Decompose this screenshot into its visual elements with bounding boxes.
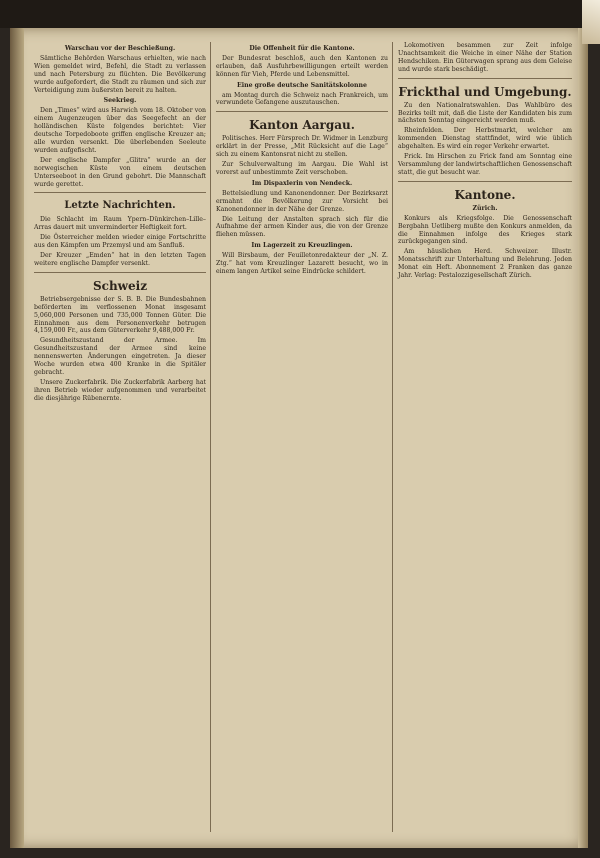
paragraph: Unsere Zuckerfabrik. Die Zuckerfabrik Aarberg hat ihren Betrieb wieder aufgenommen und verarbeitet die diesjährige Rübenernte. bbox=[34, 378, 206, 402]
paragraph: Zur Schulverwaltung im Aargau. Die Wahl ist vorerst auf unbestimmte Zeit verschoben. bbox=[216, 161, 388, 176]
section-title: Kanton Aargau. bbox=[249, 118, 355, 133]
paragraph: Lokomotiven besammen zur Zeit infolge Unachtsamkeit die Weiche in einer Nähe der Station Hendschiken. Ein Güterwagen sprang aus dem Geleise und wurde stark beschädigt. bbox=[398, 42, 572, 73]
top-background bbox=[0, 0, 600, 28]
section-title: Frickthal und Umgebung. bbox=[398, 84, 572, 99]
paragraph: Konkurs als Kriegsfolge. Die Genossenschaft Bergbahn Uetliberg mußte den Konkurs anmelden, da die Einnahmen infolge des Krieges stark zurückgegangen sind. bbox=[398, 214, 572, 246]
headline: Im Dispaxlerin von Nendeck. bbox=[251, 179, 353, 187]
section-title: Kantone. bbox=[454, 187, 516, 202]
column-right bbox=[398, 42, 572, 282]
paragraph: Die Österreicher melden wieder einige Fortschritte aus den Kämpfen um Przemysl und am Sanfluß. bbox=[34, 234, 206, 250]
column-left bbox=[34, 42, 206, 405]
paragraph: Zu den Nationalratswahlen. Das Wahlbüro des Bezirks teilt mit, daß die Liste der Kandidaten bis zum nächsten Sonntag eingereicht werden muß. bbox=[398, 101, 572, 125]
divider bbox=[398, 181, 572, 182]
divider bbox=[216, 111, 388, 112]
newspaper-page bbox=[10, 28, 588, 848]
divider bbox=[398, 78, 572, 79]
divider bbox=[34, 192, 206, 193]
column-rule bbox=[392, 42, 393, 832]
paragraph: Rheinfelden. Der Herbstmarkt, welcher am kommenden Dienstag stattfindet, wird wie üblich abgehalten. Es wird ein reger Verkehr erwartet. bbox=[398, 127, 572, 151]
paragraph: Die Schlacht im Raum Ypern–Dünkirchen–Lille–Arras dauert mit unverminderter Heftigkeit fort. bbox=[34, 216, 206, 232]
paragraph: Gesundheitszustand der Armee. Im Gesundheitszustand der Armee sind keine nennenswerten Änderungen eingetreten. Ja dieser Woche wurden etwa 400 Kranke in die Spitäler gebracht. bbox=[34, 337, 206, 376]
paragraph: Die Leitung der Anstalten sprach sich für die Aufnahme der armen Kinder aus, die von der Grenze fliehen müssen. bbox=[216, 215, 388, 239]
paragraph: Bettelsiedlung und Kanonendonner. Der Bezirksarzt ermahnt die Bevölkerung zur Vorsicht bei Kanonendonner in der Nähe der Grenze. bbox=[216, 189, 388, 213]
paragraph: Am häuslichen Herd. Schweizer. Illustr. Monatsschrift zur Unterhaltung und Belehrung. Jeden Monat ein Heft. Abonnement 2 Franken das ganze Jahr. Verlag: Pestalozzigesellschaft Zürich. bbox=[398, 248, 572, 280]
paragraph: Sämtliche Behörden Warschaus erhielten, wie nach Wien gemeldet wird, Befehl, die Stadt zu verlassen und nach Petersburg zu flüchten. Die Bevölkerung wurde aufgefordert, die Stadt zu räumen und sich zur Verteidigung zum äußersten bereit zu halten. bbox=[34, 54, 206, 94]
paragraph: Politisches. Herr Fürsprech Dr. Widmer in Lenzburg erklärt in der Presse, „Mit Rücksicht auf die Lage“ sich zu einem Kantonsrat nicht zu stellen. bbox=[216, 135, 388, 159]
book-spine bbox=[10, 28, 24, 848]
paragraph: Den „Times“ wird aus Harwich vom 18. Oktober von einem Augenzeugen über das Seegefecht an der holländischen Küste folgendes berichtet: Vier deutsche Torpedoboote griffen englische Kreuzer an; alle wurden versenkt. Die überlebenden Seeleute wurden aufgefischt. bbox=[34, 107, 206, 154]
paragraph: Der Bundesrat beschloß, auch den Kantonen zu erlauben, daß Ausfuhrbewilligungen erteilt werden können für Vieh, Pferde und Lebensmittel. bbox=[216, 54, 388, 78]
headline: Die Offenheit für die Kantone. bbox=[249, 45, 355, 52]
page-edge bbox=[578, 28, 588, 848]
dog-ear bbox=[582, 0, 600, 44]
column-rule bbox=[210, 42, 211, 832]
paragraph: Betriebsergebnisse der S. B. B. Die Bundesbahnen beförderten im verflossenen Monat insgesamt 5,060,000 Personen und 735,000 Tonnen Güter. Die Einnahmen aus dem Personenverkehr betrugen 4,159,000 Fr., aus dem Güterverkehr 9,488,000 Fr. bbox=[34, 295, 206, 335]
column-middle bbox=[216, 42, 388, 278]
section-title: Letzte Nachrichten. bbox=[64, 200, 176, 212]
paragraph: am Montag durch die Schweiz nach Frankreich, um verwundete Gefangene auszutauschen. bbox=[216, 91, 388, 107]
headline: Seekrieg. bbox=[103, 97, 137, 105]
paragraph: Will Birsbaum, der Feuilletonredakteur der „N. Z. Ztg.“ hat vom Kreuzlinger Lazarett besucht, wo in einem langen Artikel seine Eindrücke schildert. bbox=[216, 252, 388, 275]
paragraph: Der englische Dampfer „Glitra“ wurde an der norwegischen Küste von einem deutschen Unterseeboot in den Grund gebohrt. Die Mannschaft wurde gerettet. bbox=[34, 156, 206, 188]
section-title: Schweiz bbox=[92, 278, 148, 293]
headline: Im Lagerzeit zu Kreuzlingen. bbox=[251, 242, 353, 250]
headline: Warschau vor der Beschießung. bbox=[64, 45, 176, 52]
headline: Eine große deutsche Sanitätskolonne bbox=[237, 81, 367, 89]
divider bbox=[34, 272, 206, 273]
paragraph: Frick. Im Hirschen zu Frick fand am Sonntag eine Versammlung der landwirtschaftlichen Genossenschaft statt, die gut besucht war. bbox=[398, 153, 572, 176]
headline: Zürich. bbox=[472, 204, 498, 212]
paragraph: Der Kreuzer „Emden“ hat in den letzten Tagen weitere englische Dampfer versenkt. bbox=[34, 252, 206, 267]
